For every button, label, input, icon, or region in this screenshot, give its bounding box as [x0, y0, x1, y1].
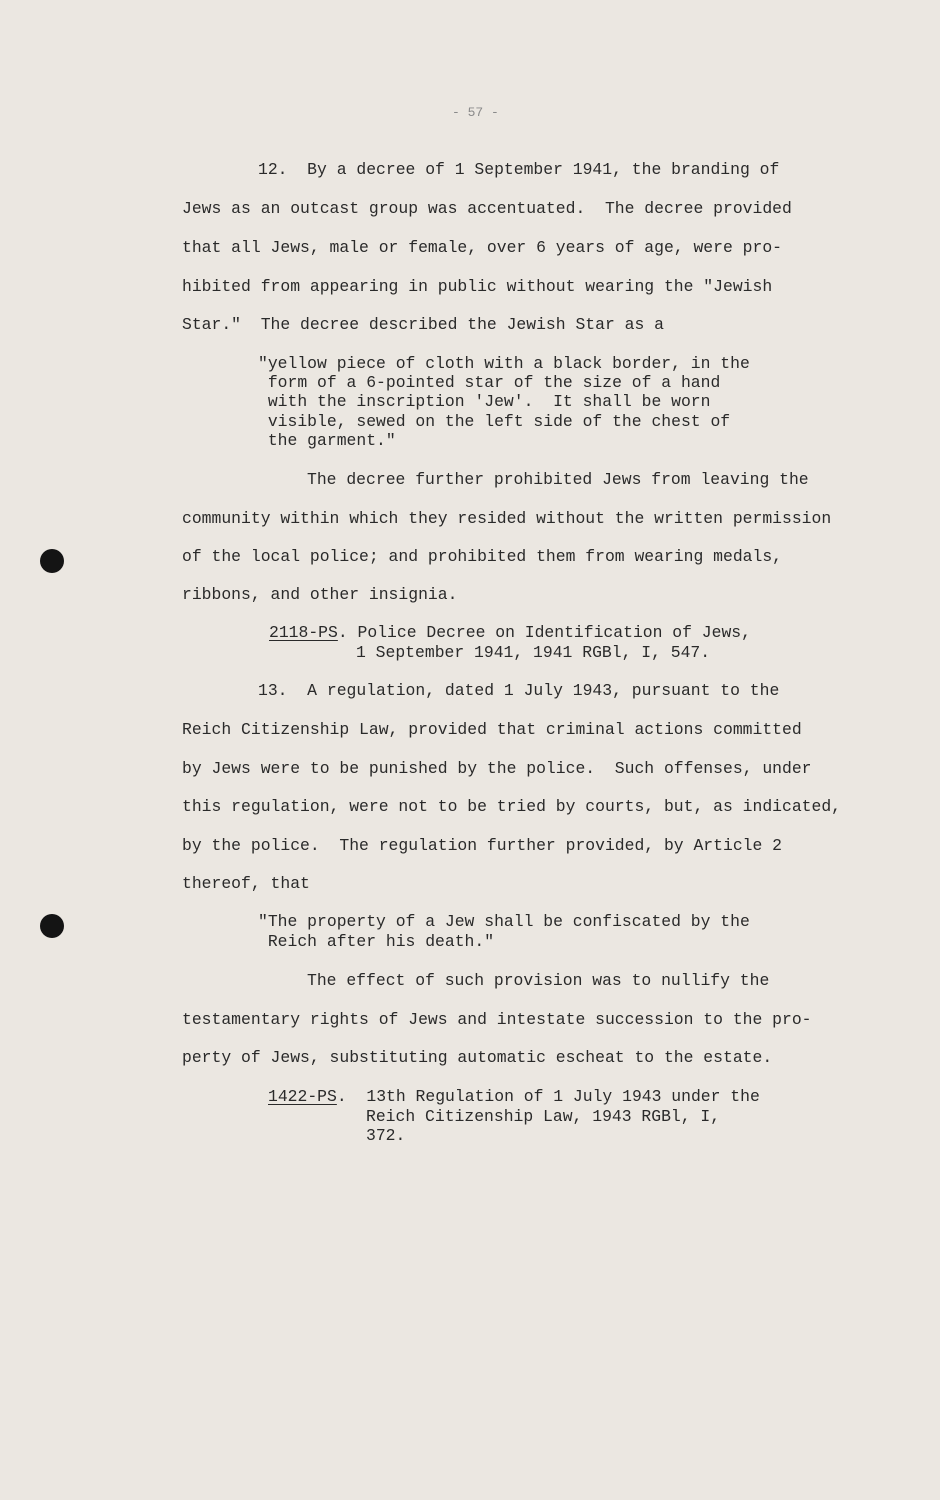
para12-cont-2: community within which they resided without the written permission — [182, 509, 832, 528]
citation-2118-ref: 2118-PS — [269, 623, 338, 642]
citation-1422-ref: 1422-PS — [268, 1087, 337, 1106]
para13-line-6: thereof, that — [182, 874, 310, 893]
para13-cont-2: testamentary rights of Jews and intestate succession to the pro- — [182, 1010, 812, 1029]
citation-2118-line-1 — [269, 623, 751, 643]
page-number: - 57 - — [452, 105, 499, 120]
citation-1422-text-1: . 13th Regulation of 1 July 1943 under the — [336, 1087, 760, 1106]
punch-hole-lower — [40, 914, 64, 938]
para12-quote-5: the garment." — [258, 431, 396, 450]
para13-line-3: by Jews were to be punished by the police. Such offenses, under — [182, 759, 812, 778]
para12-cont-3: of the local police; and prohibited them from wearing medals, — [182, 547, 782, 566]
citation-2118-line-2: 1 September 1941, 1941 RGBl, I, 547. — [356, 643, 711, 662]
punch-hole-upper — [40, 549, 64, 573]
para12-quote-4: visible, sewed on the left side of the chest of — [258, 412, 731, 431]
para12-line-5: Star." The decree described the Jewish Star as a — [182, 315, 664, 334]
para12-quote-1: "yellow piece of cloth with a black border, in the — [258, 354, 750, 373]
para12-line-3: that all Jews, male or female, over 6 years of age, were pro- — [182, 238, 782, 257]
para12-quote-3: with the inscription 'Jew'. It shall be worn — [258, 392, 711, 411]
para13-line-4: this regulation, were not to be tried by courts, but, as indicated, — [182, 797, 842, 816]
para13-quote-2: Reich after his death." — [258, 932, 495, 951]
para12-line-1: 12. By a decree of 1 September 1941, the branding of — [258, 160, 780, 179]
para12-cont-1: The decree further prohibited Jews from leaving the — [307, 470, 809, 489]
citation-1422-line-2: Reich Citizenship Law, 1943 RGBl, I, — [366, 1107, 721, 1126]
para13-line-1: 13. A regulation, dated 1 July 1943, pursuant to the — [258, 681, 780, 700]
para13-cont-3: perty of Jews, substituting automatic escheat to the estate. — [182, 1048, 773, 1067]
para13-line-5: by the police. The regulation further provided, by Article 2 — [182, 836, 782, 855]
citation-2118-text-1: . Police Decree on Identification of Jews, — [337, 623, 751, 642]
para13-line-2: Reich Citizenship Law, provided that criminal actions committed — [182, 720, 802, 739]
para13-quote-1: "The property of a Jew shall be confiscated by the — [258, 912, 750, 931]
citation-1422-line-1 — [268, 1087, 760, 1107]
citation-1422-line-3: 372. — [366, 1126, 406, 1145]
para12-quote-2: form of a 6-pointed star of the size of a hand — [258, 373, 721, 392]
para12-cont-4: ribbons, and other insignia. — [182, 585, 458, 604]
para12-line-2: Jews as an outcast group was accentuated. The decree provided — [182, 199, 792, 218]
para13-cont-1: The effect of such provision was to nullify the — [307, 971, 770, 990]
para12-line-4: hibited from appearing in public without wearing the "Jewish — [182, 277, 773, 296]
